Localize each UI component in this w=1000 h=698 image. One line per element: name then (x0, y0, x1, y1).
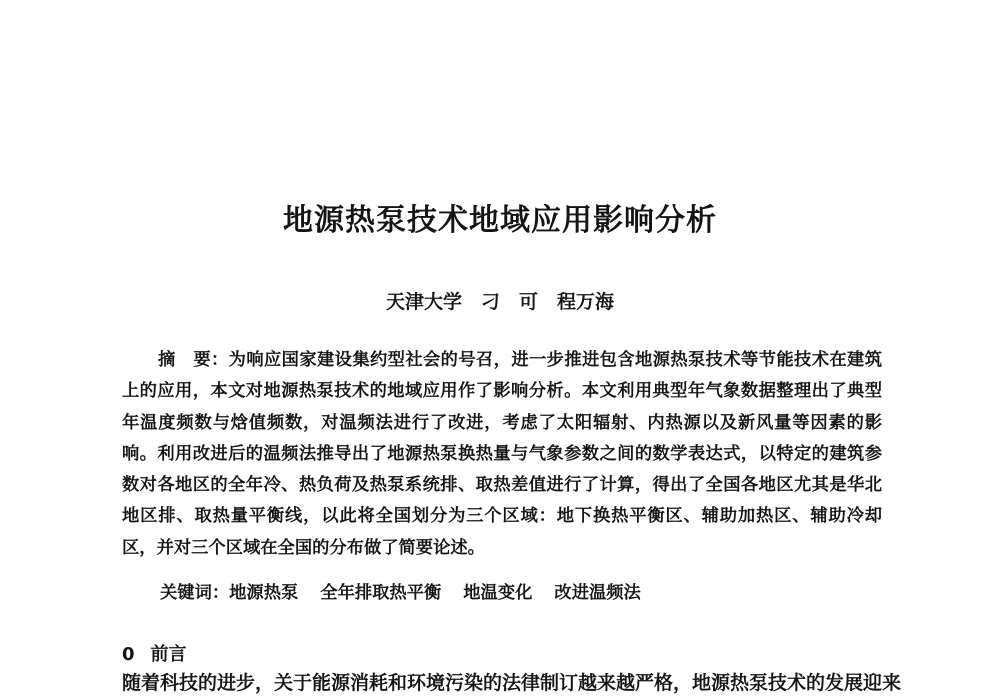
abstract-label: 摘 要： (158, 350, 229, 370)
body-paragraph: 随着科技的进步，关于能源消耗和环境污染的法律制订越来越严格，地源热泵技术的发展迎来 (122, 672, 902, 694)
keywords-label: 关键词： (160, 583, 230, 603)
paper-title: 地源热泵技术地域应用影响分析 (283, 203, 717, 238)
paper-authors: 天津大学 刁 可 程万海 (385, 291, 614, 313)
abstract-text: 为响应国家建设集约型社会的号召，进一步推进包含地源热泵技术等节能技术在建筑上的应用，本文对地源热泵技术的地域应用作了影响分析。本文利用典型年气象数据整理出了典型年温度频数与焓值频数，对温频法进行了改进，考虑了太阳辐射、内热源以及新风量等因素的影响。利用改进后的温频法推导出了地源热泵换热量与气象参数之间的数学表达式，以特定的建筑参数对各地区的全年冷、热负荷及热泵系统排、取热差值进行了计算，得出了全国各地区尤其是华北地区排、取热量平衡线，以此将全国划分为三个区域：地下换热平衡区、辅助加热区、辅助冷却区，并对三个区域在全国的分布做了简要论述。 (122, 350, 882, 558)
abstract (122, 345, 882, 564)
section-title: 前言 (150, 644, 187, 665)
keyword-item: 地温变化 (463, 583, 533, 603)
section-number: 0 (122, 644, 135, 665)
keyword-item: 全年排取热平衡 (320, 583, 442, 603)
section-heading (122, 640, 187, 666)
keyword-item: 改进温频法 (554, 583, 641, 603)
keywords (160, 578, 663, 608)
keyword-item: 地源热泵 (229, 583, 299, 603)
